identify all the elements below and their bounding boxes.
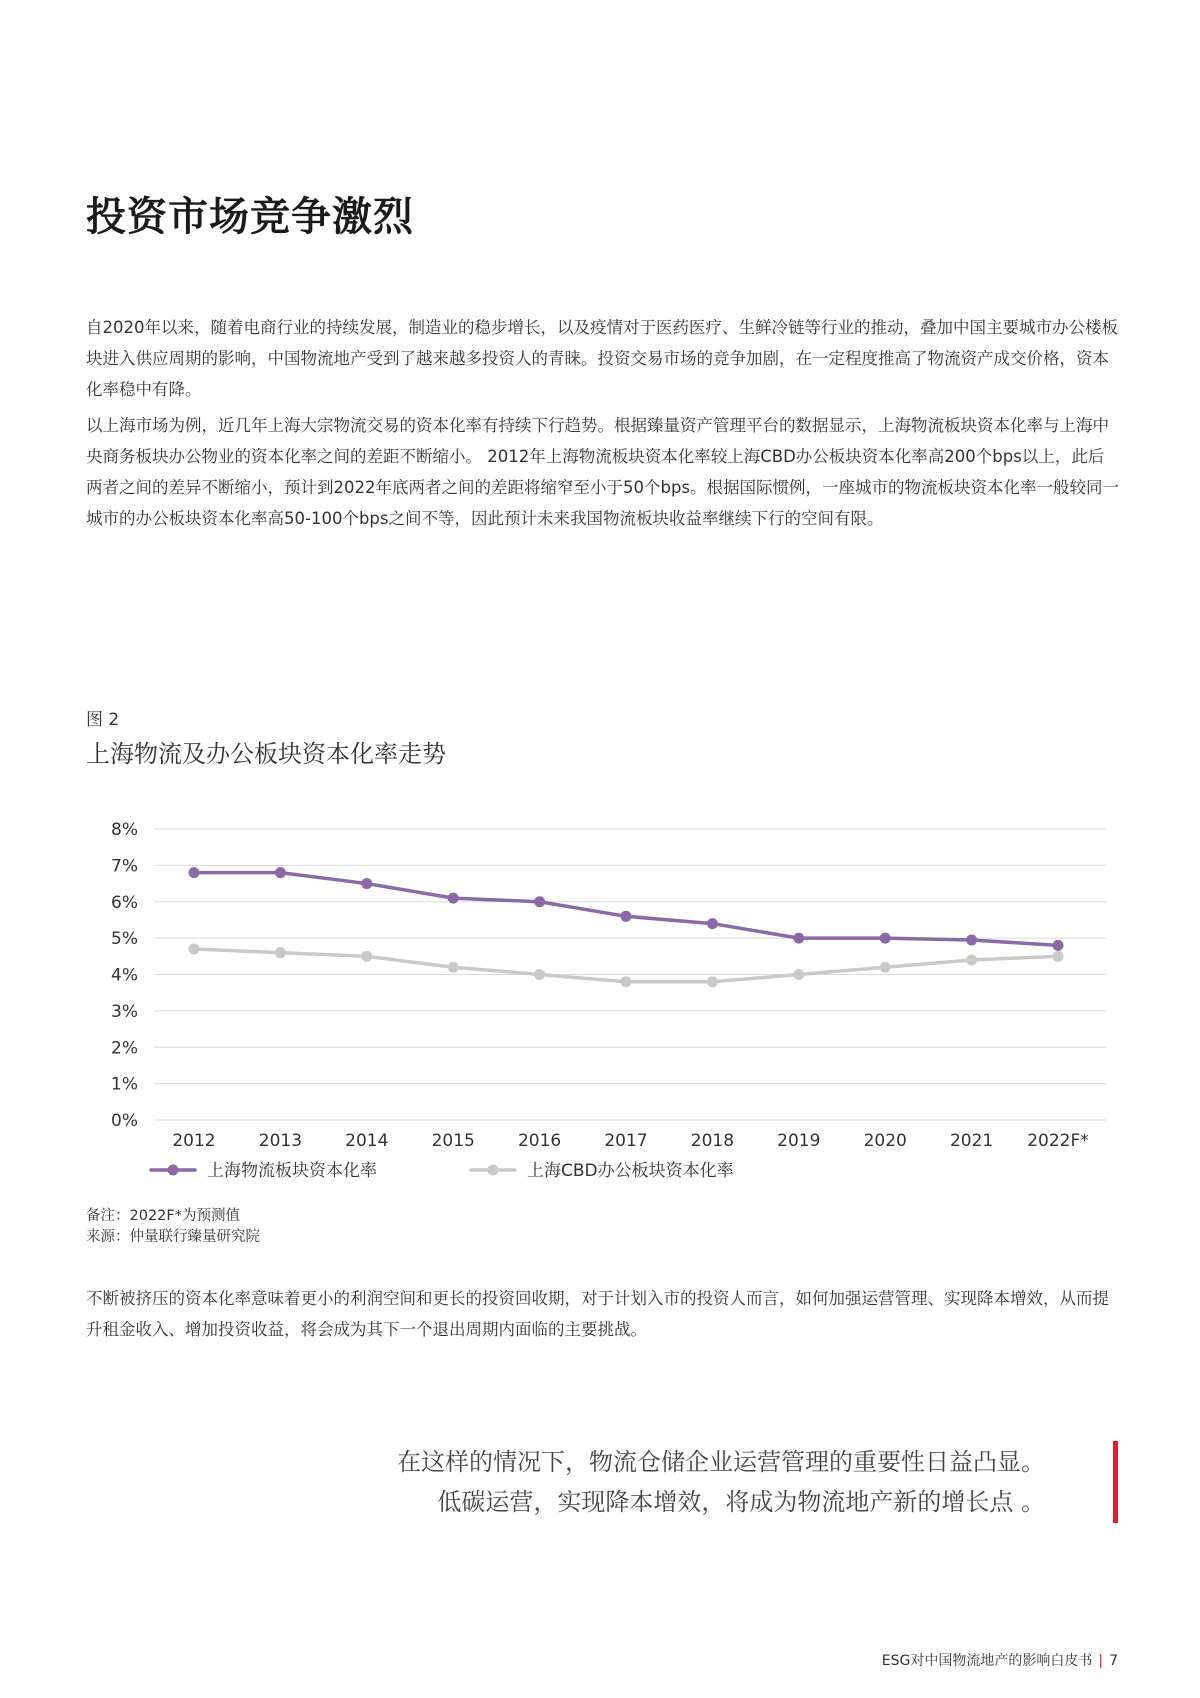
body-paragraph-1: 自2020年以来，随着电商行业的持续发展，制造业的稳步增长，以及疫情对于医药医疗、生鲜冷链等行业的推动，叠加中国主要城市办公楼板块进入供应周期的影响，中国物流地产受到了越来越多投资人的青睐。投资交易市场的竞争加剧，在一定程度推高了物流资产成交价格，资本化率稳中有降。 [86,318,1118,399]
data-point [189,867,200,878]
x-tick-label: 2017 [604,1131,648,1151]
chart-notes [86,1206,260,1248]
body-paragraph-3: 不断被挤压的资本化率意味着更小的利润空间和更长的投资回收期，对于计划入市的投资人而言，如何加强运营管理、实现降本增效，从而提升租金收入、增加投资收益，将会成为其下一个退出周期内面临的主要挑战。 [86,1289,1109,1339]
x-tick-label: 2016 [517,1131,562,1151]
figure-label: 图 2 [86,710,120,730]
y-tick-label: 6% [111,892,138,913]
page-title: 投资市场竞争激烈 [86,194,414,240]
data-point [966,954,977,965]
data-point [448,962,459,973]
data-point [707,918,718,929]
x-tick-label: 2019 [777,1131,821,1151]
data-point [966,934,977,945]
data-point [534,896,545,907]
y-tick-label: 8% [111,820,138,840]
data-point [361,878,372,889]
x-tick-label: 2022F* [1027,1131,1089,1151]
pull-quote-line-1: 在这样的情况下，物流仓储企业运营管理的重要性日益凸显。 [397,1448,1045,1476]
y-tick-label: 1% [111,1074,138,1095]
legend-label: 上海CBD办公板块资本化率 [527,1161,734,1181]
x-tick-label: 2021 [949,1131,994,1151]
y-tick-label: 3% [111,1001,138,1022]
x-tick-label: 2020 [863,1131,907,1151]
body-paragraph-2: 以上海市场为例，近几年上海大宗物流交易的资本化率有持续下行趋势。根据臻量资产管理平台的数据显示，上海物流板块资本化率与上海中央商务板块办公物业的资本化率之间的差距不断缩小。 2012年上海物流板块资本化率较上海CBD办公板块资本化率高200个bps以上，此后两者之间的差异不断缩小，预计到2022年底两者之间的差距将缩窄至小于50个bps。根据国际惯例，一座城市的物流板块资本化率一般较同一城市的办公板块资本化率高50-100个bps之间不等，因此预计未来我国物流板块收益率继续下行的空间有限。 [86,416,1120,528]
x-tick-label: 2013 [258,1131,303,1151]
y-tick-label: 5% [111,929,138,950]
data-point [361,951,372,962]
pull-quote [397,1442,1045,1522]
data-point [275,947,286,958]
y-tick-label: 7% [111,856,138,877]
data-point [448,893,459,904]
pull-quote-line-2: 低碳运营，实现降本增效，将成为物流地产新的增长点 。 [437,1488,1045,1516]
legend-label: 上海物流板块资本化率 [207,1161,377,1181]
data-point [793,933,804,944]
y-tick-label: 2% [111,1038,138,1059]
x-tick-label: 2018 [690,1131,735,1151]
y-tick-label: 4% [111,965,138,986]
page-number: 7 [1109,1653,1118,1669]
legend-swatch-marker [168,1165,179,1176]
chart-source: 来源：仲量联行臻量研究院 [86,1229,260,1245]
data-point [621,976,632,987]
page-footer [882,1650,1118,1670]
footer-title: ESG对中国物流地产的影响白皮书 [881,1653,1093,1669]
figure-title: 上海物流及办公板块资本化率走势 [86,740,446,768]
data-point [275,867,286,878]
chart-note: 备注：2022F*为预测值 [86,1208,240,1224]
x-tick-label: 2014 [345,1131,389,1151]
data-point [534,969,545,980]
footer-separator: | [1098,1653,1104,1669]
x-tick-label: 2012 [172,1131,216,1151]
cap-rate-line-chart [86,800,1116,1200]
y-tick-label: 0% [111,1111,138,1131]
x-tick-label: 2015 [431,1131,475,1151]
data-point [880,962,891,973]
legend-swatch-marker [488,1165,499,1176]
data-point [880,933,891,944]
data-point [1053,951,1064,962]
data-point [793,969,804,980]
data-point [621,911,632,922]
data-point [189,944,200,955]
data-point [1053,940,1064,951]
quote-accent-bar [1113,1441,1118,1523]
series-line [194,873,1058,946]
data-point [707,976,718,987]
